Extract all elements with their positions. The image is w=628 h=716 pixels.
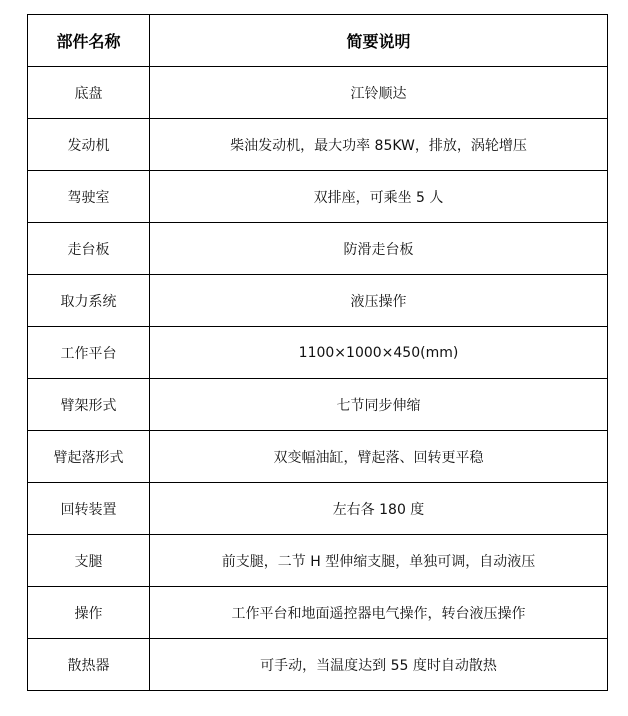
- description-cell: 1100×1000×450(mm): [150, 327, 608, 379]
- table-row: [28, 275, 608, 327]
- component-name-cell: 回转装置: [28, 483, 150, 535]
- description-cell: 可手动，当温度达到 55 度时自动散热: [150, 639, 608, 691]
- table-row: [28, 327, 608, 379]
- description-cell: 左右各 180 度: [150, 483, 608, 535]
- table-row: [28, 119, 608, 171]
- component-name-cell: 底盘: [28, 67, 150, 119]
- description-cell: 七节同步伸缩: [150, 379, 608, 431]
- component-name-cell: 散热器: [28, 639, 150, 691]
- table-header-row: [28, 15, 608, 67]
- table-row: [28, 587, 608, 639]
- table-row: [28, 379, 608, 431]
- component-name-cell: 发动机: [28, 119, 150, 171]
- table-row: [28, 483, 608, 535]
- component-name-cell: 臂架形式: [28, 379, 150, 431]
- header-description: 简要说明: [150, 15, 608, 67]
- description-cell: 双排座，可乘坐 5 人: [150, 171, 608, 223]
- description-cell: 双变幅油缸，臂起落、回转更平稳: [150, 431, 608, 483]
- description-cell: 工作平台和地面遥控器电气操作，转台液压操作: [150, 587, 608, 639]
- component-name-cell: 支腿: [28, 535, 150, 587]
- component-name-cell: 走台板: [28, 223, 150, 275]
- header-component-name: 部件名称: [28, 15, 150, 67]
- table-row: [28, 171, 608, 223]
- table-row: [28, 639, 608, 691]
- component-name-cell: 取力系统: [28, 275, 150, 327]
- spec-table: [27, 14, 608, 691]
- description-cell: 液压操作: [150, 275, 608, 327]
- table-row: [28, 223, 608, 275]
- description-cell: 前支腿，二节 H 型伸缩支腿，单独可调，自动液压: [150, 535, 608, 587]
- table-row: [28, 431, 608, 483]
- component-name-cell: 臂起落形式: [28, 431, 150, 483]
- table-row: [28, 535, 608, 587]
- description-cell: 防滑走台板: [150, 223, 608, 275]
- table-row: [28, 67, 608, 119]
- component-name-cell: 操作: [28, 587, 150, 639]
- description-cell: 江铃顺达: [150, 67, 608, 119]
- component-name-cell: 驾驶室: [28, 171, 150, 223]
- description-cell: 柴油发动机，最大功率 85KW，排放，涡轮增压: [150, 119, 608, 171]
- component-name-cell: 工作平台: [28, 327, 150, 379]
